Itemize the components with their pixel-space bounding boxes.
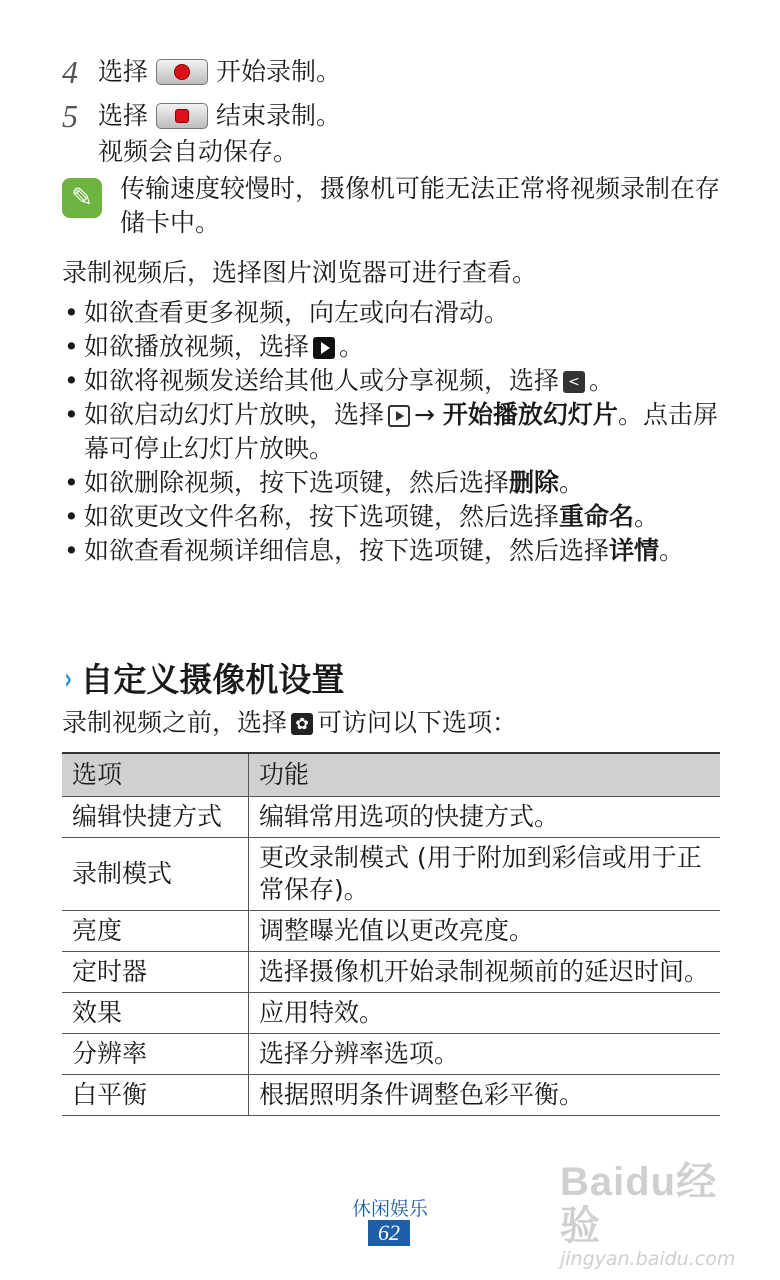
step-4 xyxy=(62,55,341,89)
option-function: 调整曝光值以更改亮度。 xyxy=(249,911,721,952)
intro-text: 录制视频之前，选择 xyxy=(62,708,288,737)
bullet-text: 如欲删除视频，按下选项键，然后选择 xyxy=(84,468,510,497)
slideshow-icon xyxy=(388,405,410,427)
bullet-list xyxy=(62,296,722,568)
step-text: 选择 xyxy=(98,57,149,86)
bullet-text: 如欲查看视频详细信息，按下选项键，然后选择 xyxy=(84,536,610,565)
bullet-text: 如欲播放视频，选择 xyxy=(84,332,310,361)
record-button-icon xyxy=(156,59,208,85)
chevron-right-icon: › xyxy=(64,662,72,697)
step-number: 5 xyxy=(62,98,78,134)
watermark-url: jingyan.baidu.com xyxy=(560,1248,736,1270)
bullet-text: 。 xyxy=(659,536,685,565)
arrow-text: → xyxy=(414,400,435,429)
option-function: 根据照明条件调整色彩平衡。 xyxy=(249,1075,721,1116)
watermark-logo: Baidu经验 xyxy=(560,1160,718,1248)
options-table xyxy=(62,752,720,1116)
step-text: 选择 xyxy=(98,101,149,130)
step-number: 4 xyxy=(62,54,78,90)
bullet-bold: 开始播放幻灯片 xyxy=(442,400,618,429)
table-row xyxy=(62,911,720,952)
footer-section-label: 休闲娱乐 xyxy=(351,1198,428,1220)
step-text: 开始录制。 xyxy=(216,57,342,86)
intro-text: 可访问以下选项： xyxy=(317,708,518,737)
bullet-bold: 重命名 xyxy=(559,502,635,531)
option-name: 录制模式 xyxy=(62,838,249,911)
option-name: 效果 xyxy=(62,993,249,1034)
list-item xyxy=(62,534,722,568)
table-row xyxy=(62,1034,720,1075)
table-header-row xyxy=(62,753,720,797)
section-heading xyxy=(62,656,344,704)
step-text: 结束录制。 xyxy=(216,101,342,130)
stop-record-button-icon xyxy=(156,103,208,129)
list-item xyxy=(62,466,722,500)
table-row xyxy=(62,838,720,911)
option-name: 编辑快捷方式 xyxy=(62,797,249,838)
bullet-text: 如欲将视频发送给其他人或分享视频，选择 xyxy=(84,366,560,395)
option-name: 亮度 xyxy=(62,911,249,952)
note-pencil-icon: ✎ xyxy=(62,178,102,218)
section-title: 自定义摄像机设置 xyxy=(80,660,345,699)
bullet-text: 如欲更改文件名称，按下选项键，然后选择 xyxy=(84,502,560,531)
bullet-text: 如欲查看更多视频，向左或向右滑动。 xyxy=(84,298,510,327)
list-item xyxy=(62,364,722,398)
list-item xyxy=(62,330,722,364)
step-5 xyxy=(62,99,341,133)
share-icon: < xyxy=(563,371,585,393)
table-row xyxy=(62,952,720,993)
bullet-bold: 详情 xyxy=(609,536,660,565)
bullet-text: 。点击屏幕可停止幻灯片放映。 xyxy=(84,400,718,463)
table-row xyxy=(62,797,720,838)
option-function: 选择摄像机开始录制视频前的延迟时间。 xyxy=(249,952,721,993)
bullet-text: 如欲启动幻灯片放映，选择 xyxy=(84,400,385,429)
baidu-watermark xyxy=(560,1160,740,1270)
option-function: 编辑常用选项的快捷方式。 xyxy=(249,797,721,838)
play-icon xyxy=(313,337,335,359)
list-item xyxy=(62,296,722,330)
note-text: 传输速度较慢时，摄像机可能无法正常将视频录制在存储卡中。 xyxy=(120,174,721,237)
settings-intro xyxy=(62,706,517,740)
bullet-text: 。 xyxy=(559,468,585,497)
option-function: 应用特效。 xyxy=(249,993,721,1034)
list-item xyxy=(62,398,722,466)
bullet-bold: 删除 xyxy=(509,468,560,497)
list-item xyxy=(62,500,722,534)
bullet-text: 。 xyxy=(339,332,365,361)
gear-icon: ✿ xyxy=(291,713,313,735)
bullet-text: 。 xyxy=(589,366,615,395)
view-intro: 录制视频后，选择图片浏览器可进行查看。 xyxy=(62,258,538,287)
column-header: 选项 xyxy=(62,753,249,797)
table-row xyxy=(62,1075,720,1116)
auto-save-text: 视频会自动保存。 xyxy=(98,137,299,166)
bullet-text: 。 xyxy=(634,502,660,531)
column-header: 功能 xyxy=(249,753,721,797)
option-function: 选择分辨率选项。 xyxy=(249,1034,721,1075)
option-function: 更改录制模式 (用于附加到彩信或用于正常保存)。 xyxy=(249,838,721,911)
option-name: 定时器 xyxy=(62,952,249,993)
option-name: 白平衡 xyxy=(62,1075,249,1116)
option-name: 分辨率 xyxy=(62,1034,249,1075)
table-row xyxy=(62,993,720,1034)
page-number: 62 xyxy=(368,1220,410,1246)
